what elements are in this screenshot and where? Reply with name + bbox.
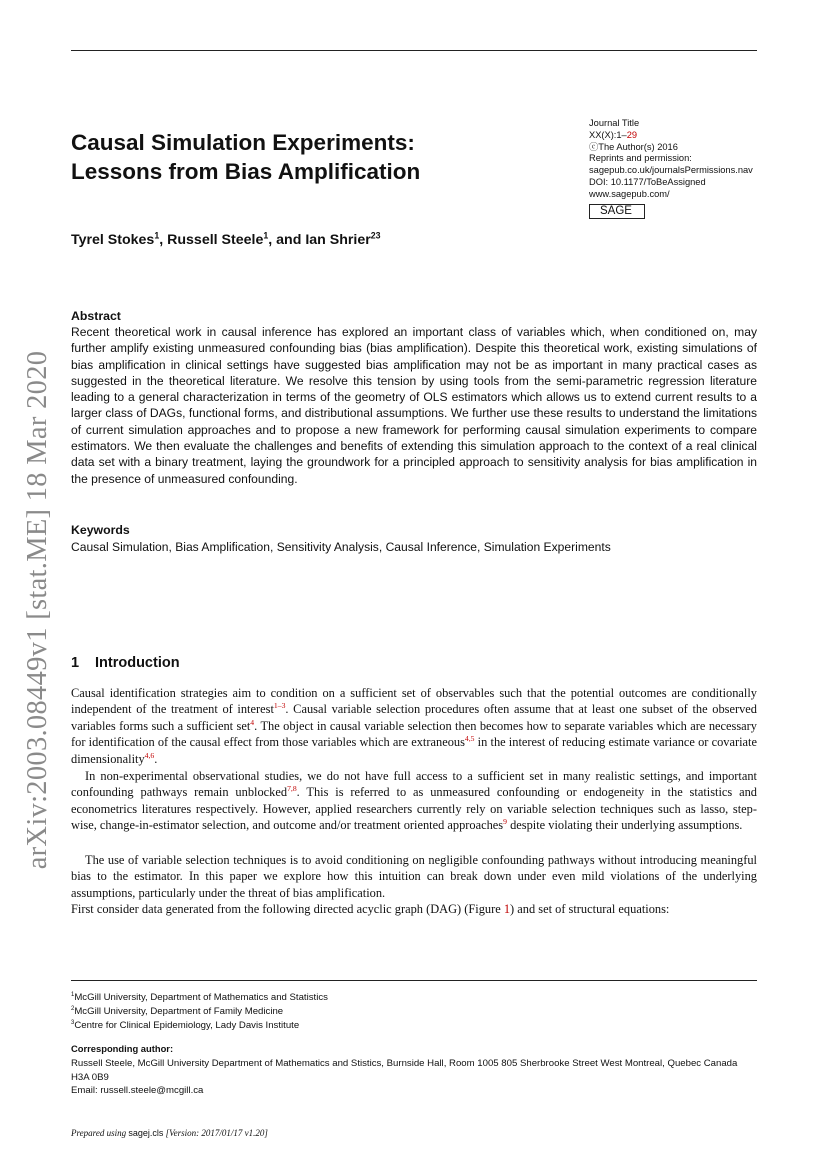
author-list: Tyrel Stokes$^1$, Russell Steele$^1$, and Ian Shrier$^{23}$ — [71, 230, 381, 248]
author-2-affiliation: 1 — [263, 230, 269, 241]
intro-paragraph-4: First consider data generated from the following directed acyclic graph (DAG) (Figure 1) and set of structural equations: — [71, 902, 670, 916]
citation-link[interactable]: 9 — [503, 817, 507, 827]
affiliation-footnotes — [71, 991, 328, 1033]
footnote-item: $^2$McGill University, Department of Family Medicine — [71, 1005, 284, 1017]
author-2: Russell Steele — [167, 232, 264, 248]
citation-link[interactable]: 4,6 — [144, 750, 155, 760]
keywords-text: Causal Simulation, Bias Amplification, Sensitivity Analysis, Causal Inference, Simulation Experiments — [71, 540, 611, 554]
keywords-heading: Keywords — [71, 523, 130, 537]
footnote-item: $^1$McGill University, Department of Mathematics and Statistics — [71, 991, 328, 1003]
author-1: Tyrel Stokes — [71, 232, 155, 248]
journal-site: www.sagepub.com/ — [589, 188, 670, 199]
corresponding-author-heading: Corresponding author: — [71, 1043, 174, 1054]
journal-reprints: Reprints and permission: — [589, 153, 692, 164]
intro-paragraph-1: Causal identification strategies aim to condition on a sufficient set of observables such that the potential outcomes are conditionally independent of the treatment of interest$^{1-3}$. Causal variable selection procedures often assume that at least one subset of the observed variables forms such a sufficient set$^4$. The object in causal variable selection then becomes how to separate variables which are necessary for identification of the causal effect from those variables which are extraneous$^{4,5}$ in the interest of reducing estimate variance or covariate dimensionality$^{4,6}$. — [71, 686, 757, 766]
section-heading-introduction — [71, 655, 180, 671]
figure-link[interactable]: 1 — [503, 902, 511, 916]
corresponding-author-details — [71, 1057, 757, 1098]
author-3: Ian Shrier — [305, 232, 371, 248]
intro-paragraph-3: The use of variable selection techniques is to avoid conditioning on negligible confounding pathways without introducing meaningful bias to the estimator. In this paper we explore how this intuition can break down under even mild violations of the underlying assumptions, particularly under the threat of bias amplification. — [71, 853, 757, 900]
citation-link[interactable]: 7,8 — [287, 784, 297, 794]
abstract-text: Recent theoretical work in causal inference has explored an important class of variables which, when conditioned on, may further amplify existing unmeasured confounding bias (bias amplification). Despite this theoretical work, existing simulations of bias amplification in clinical settings have suggested bias amplification may not be as important in many practical cases as suggested in the theoretical literature. We resolve this tension by using tools from the semi-parametric regression literature leading to a general characterization in terms of the geometry of OLS estimators which allows us to extend current results to a larger class of DAGs, functional forms, and distributional assumptions. We further use these results to understand the limitations of current simulation approaches and to propose a new framework for performing causal simulation experiments to compare estimators. We then evaluate the challenges and benefits of extending this simulation approach to the context of a real clinical data set with a binary treatment, laying the groundwork for a principled approach to sensitivity analysis for bias amplification in the presence of unmeasured confounding. — [71, 325, 757, 486]
footnote-item: $^3$Centre for Clinical Epidemiology, Lady Davis Institute — [71, 1019, 300, 1031]
citation-link[interactable]: 1–3 — [273, 701, 286, 711]
paper-title — [71, 128, 541, 186]
footnote-rule — [71, 980, 757, 981]
title-line-2: Lessons from Bias Amplification — [71, 159, 421, 184]
author-3-affiliation: 23 — [370, 230, 381, 241]
journal-copyright: ⓒThe Author(s) 2016 — [589, 141, 678, 152]
citation-link[interactable]: 4,5 — [464, 734, 475, 744]
section-number: 1 — [71, 655, 80, 671]
journal-pages-link[interactable]: 29 — [626, 129, 638, 140]
corresponding-email: Email: russell.steele@mcgill.ca — [71, 1085, 204, 1096]
citation-link[interactable]: 4 — [250, 717, 255, 727]
author-1-affiliation: 1 — [154, 230, 160, 241]
arxiv-stamp: arXiv:2003.08449v1 [stat.ME] 18 Mar 2020 — [22, 350, 53, 870]
title-line-1: Causal Simulation Experiments: — [71, 130, 415, 155]
journal-reprints-url: sagepub.co.uk/journalsPermissions.nav — [589, 165, 753, 176]
journal-doi: DOI: 10.1177/ToBeAssigned — [589, 176, 706, 187]
journal-name: Journal Title — [589, 118, 640, 128]
journal-info — [589, 118, 789, 219]
journal-volume: XX(X):1–29 — [589, 129, 638, 140]
top-rule — [71, 50, 757, 51]
intro-paragraph-2: In non-experimental observational studies, we do not have full access to a sufficient set in many realistic settings, and important confounding pathways remain unblocked$^{7,8}$. This is referred to as unmeasured confounding or endogeneity in the statistics and econometrics literatures respectively. However, applied researchers currently rely on variable selection techniques such as lasso, step-wise, change-in-estimator selection, and outcome and/or treatment oriented approaches$^9$ despite violating their underlying assumptions. — [71, 769, 757, 833]
sage-logo: SAGE — [589, 204, 645, 219]
abstract-heading: Abstract — [71, 309, 121, 323]
corresponding-address: Russell Steele, McGill University Department of Mathematics and Stistics, Burnside Hall, Room 1005 805 Sherbrooke Street West Montreal, Quebec Canada H3A 0B9 — [71, 1058, 738, 1083]
section-title: Introduction — [95, 655, 180, 671]
prepared-using-footer: Prepared using sagej.cls [Version: 2017/01/17 v1.20] — [71, 1128, 268, 1138]
